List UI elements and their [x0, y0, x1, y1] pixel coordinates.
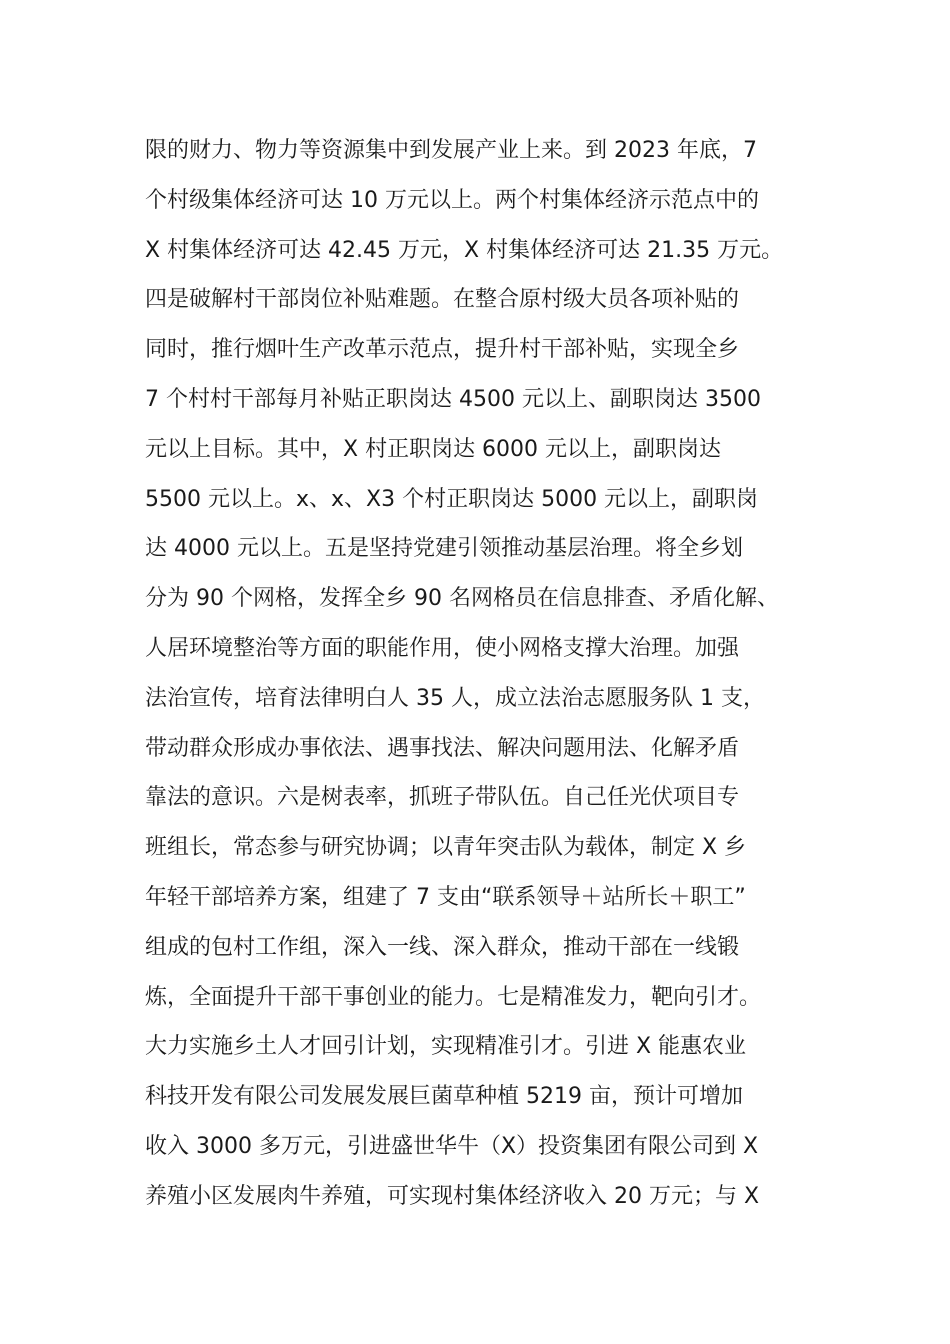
text-line-17: 组成的包村工作组，深入一线、深入群众，推动干部在一线锻	[145, 934, 740, 960]
text-line-1: 限的财力、物力等资源集中到发展产业上来。到 2023 年底，7	[145, 138, 757, 163]
text-line-8: 5500 元以上。x、x、X3 个村正职岗达 5000 元以上，副职岗	[145, 486, 759, 512]
text-line-13: 带动群众形成办事依法、遇事找法、解决问题用法、化解矛盾	[145, 735, 740, 761]
text-line-10: 分为 90 个网格，发挥全乡 90 名网格员在信息排查、矛盾化解、	[145, 586, 779, 612]
text-line-15: 班组长，常态参与研究协调；以青年突击队为载体，制定 X 乡	[145, 835, 747, 861]
text-line-19: 大力实施乡土人才回引计划，实现精准引才。引进 X 能惠农业	[145, 1034, 747, 1060]
text-line-11: 人居环境整治等方面的职能作用，使小网格支撑大治理。加强	[145, 635, 740, 661]
text-line-5: 同时，推行烟叶生产改革示范点，提升村干部补贴，实现全乡	[145, 337, 740, 363]
text-line-7: 元以上目标。其中，X 村正职岗达 6000 元以上，副职岗达	[145, 436, 722, 462]
text-line-2: 个村级集体经济可达 10 万元以上。两个村集体经济示范点中的	[145, 187, 759, 213]
text-line-9: 达 4000 元以上。五是坚持党建引领推动基层治理。将全乡划	[145, 536, 743, 562]
text-line-18: 炼，全面提升干部干事创业的能力。七是精准发力，靶向引才。	[145, 984, 762, 1010]
text-line-14: 靠法的意识。六是树表率，抓班子带队伍。自己任光伏项目专	[145, 785, 740, 811]
text-line-4: 四是破解村干部岗位补贴难题。在整合原村级大员各项补贴的	[145, 287, 740, 313]
text-line-22: 养殖小区发展肉牛养殖，可实现村集体经济收入 20 万元；与 X	[145, 1183, 760, 1209]
text-line-6: 7 个村村干部每月补贴正职岗达 4500 元以上、副职岗达 3500	[145, 386, 761, 412]
text-line-21: 收入 3000 多万元，引进盛世华牛（X）投资集团有限公司到 X	[145, 1133, 759, 1159]
text-line-16: 年轻干部培养方案，组建了 7 支由“联系领导＋站所长＋职工”	[145, 884, 746, 910]
text-line-20: 科技开发有限公司发展发展巨菌草种植 5219 亩，预计可增加	[145, 1084, 743, 1110]
text-line-3: X 村集体经济可达 42.45 万元，X 村集体经济可达 21.35 万元。	[145, 237, 784, 263]
text-line-12: 法治宣传，培育法律明白人 35 人，成立法治志愿服务队 1 支，	[145, 685, 765, 711]
body-text	[145, 126, 825, 1222]
